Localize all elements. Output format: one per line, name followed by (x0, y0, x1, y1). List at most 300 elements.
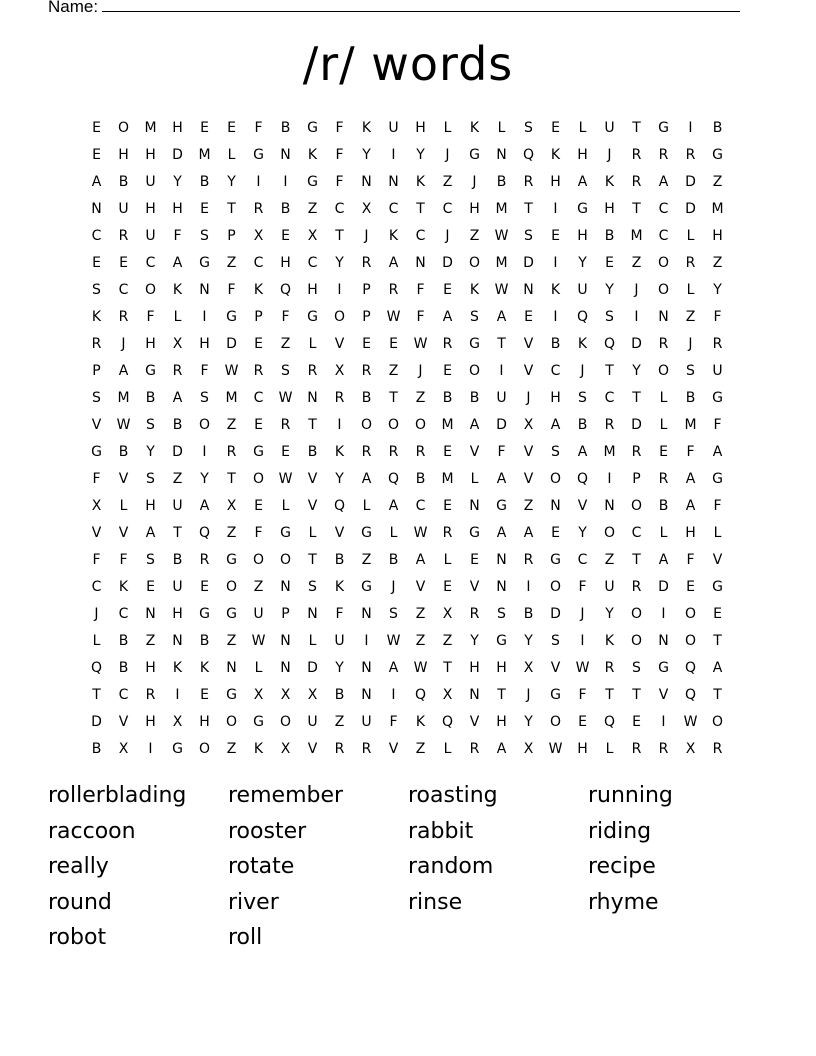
word-list-item: rollerblading (48, 783, 187, 808)
grid-letter: C (442, 200, 453, 217)
grid-letter: Q (603, 335, 616, 352)
grid-letter: S (605, 308, 614, 325)
grid-letter: W (386, 308, 401, 325)
grid-letter: A (172, 389, 183, 406)
grid-letter: S (200, 227, 209, 244)
word-list-item: running (588, 783, 673, 808)
grid-letter: S (281, 362, 290, 379)
grid-letter: T (497, 686, 506, 703)
grid-letter: K (118, 578, 129, 595)
name-blank-line (102, 0, 740, 12)
grid-letter: B (658, 497, 669, 514)
grid-letter: N (550, 497, 561, 514)
grid-letter: R (658, 470, 669, 487)
grid-letter: G (307, 308, 318, 325)
grid-letter: T (92, 686, 101, 703)
grid-letter: J (526, 686, 531, 703)
grid-letter: T (524, 200, 533, 217)
grid-letter: R (307, 362, 318, 379)
grid-letter: K (415, 713, 426, 730)
grid-letter: Q (684, 659, 697, 676)
grid-letter: R (199, 551, 210, 568)
grid-letter: H (469, 200, 480, 217)
grid-letter: I (499, 362, 504, 379)
grid-letter: X (523, 659, 534, 676)
grid-letter: F (578, 578, 587, 595)
grid-letter: X (118, 740, 129, 757)
grid-letter: K (172, 281, 183, 298)
grid-letter: R (118, 227, 129, 244)
grid-letter: E (254, 416, 263, 433)
grid-letter: H (280, 254, 291, 271)
grid-letter: O (198, 740, 211, 757)
grid-letter: C (91, 227, 102, 244)
grid-letter: G (199, 605, 210, 622)
grid-letter: K (334, 578, 345, 595)
grid-letter: Z (415, 632, 426, 649)
grid-letter: E (227, 119, 236, 136)
grid-letter: B (685, 389, 696, 406)
grid-letter: O (225, 578, 238, 595)
grid-letter: T (497, 335, 506, 352)
grid-letter: A (469, 416, 480, 433)
grid-letter: O (117, 119, 130, 136)
grid-letter: O (657, 281, 670, 298)
grid-letter: O (225, 713, 238, 730)
word-list-item: river (228, 889, 279, 915)
grid-letter: G (577, 200, 588, 217)
grid-letter: M (684, 416, 697, 433)
grid-letter: N (496, 578, 507, 595)
grid-letter: H (145, 497, 156, 514)
grid-letter: A (496, 740, 507, 757)
grid-letter: I (148, 740, 153, 757)
grid-letter: M (630, 227, 643, 244)
grid-letter: T (173, 524, 182, 541)
grid-letter: G (280, 524, 291, 541)
grid-letter: A (496, 470, 507, 487)
grid-letter: H (118, 146, 129, 163)
grid-letter: G (712, 470, 723, 487)
grid-letter: G (361, 524, 372, 541)
grid-letter: V (523, 443, 534, 460)
letter-grid (83, 114, 731, 762)
grid-letter: E (200, 119, 209, 136)
grid-letter: F (578, 686, 587, 703)
grid-letter: F (416, 308, 425, 325)
grid-letter: O (468, 362, 481, 379)
grid-letter: F (281, 308, 290, 325)
grid-letter: X (280, 740, 291, 757)
grid-letter: X (523, 740, 534, 757)
grid-letter: R (145, 686, 156, 703)
grid-letter: A (91, 173, 102, 190)
grid-letter: Q (333, 497, 346, 514)
grid-letter: T (605, 362, 614, 379)
grid-letter: R (604, 416, 615, 433)
grid-letter: S (92, 389, 101, 406)
grid-letter: X (307, 227, 318, 244)
grid-letter: W (548, 740, 563, 757)
grid-letter: N (658, 632, 669, 649)
grid-letter: L (443, 119, 452, 136)
grid-letter: L (578, 119, 587, 136)
grid-letter: G (496, 497, 507, 514)
grid-letter: S (578, 389, 587, 406)
grid-letter: E (254, 335, 263, 352)
grid-letter: R (631, 740, 642, 757)
grid-letter: Z (226, 632, 237, 649)
grid-letter: P (92, 362, 101, 379)
grid-letter: F (254, 119, 263, 136)
grid-letter: W (278, 389, 293, 406)
grid-letter: E (632, 713, 641, 730)
grid-letter: R (658, 335, 669, 352)
grid-letter: R (253, 200, 264, 217)
grid-letter: H (496, 659, 507, 676)
grid-letter: Y (173, 173, 182, 190)
grid-letter: R (712, 740, 723, 757)
grid-letter: W (278, 470, 293, 487)
grid-letter: Y (605, 605, 614, 622)
grid-letter: L (227, 146, 236, 163)
grid-letter: B (307, 443, 318, 460)
grid-letter: E (92, 119, 101, 136)
grid-letter: Z (334, 713, 345, 730)
grid-letter: P (362, 281, 371, 298)
grid-letter: Q (576, 308, 589, 325)
grid-letter: H (145, 659, 156, 676)
grid-letter: G (550, 551, 561, 568)
grid-letter: F (686, 443, 695, 460)
grid-letter: B (550, 335, 561, 352)
grid-letter: L (308, 524, 317, 541)
grid-letter: O (549, 470, 562, 487)
grid-letter: B (577, 416, 588, 433)
grid-letter: E (443, 578, 452, 595)
grid-letter: I (391, 686, 396, 703)
grid-letter: B (334, 551, 345, 568)
grid-letter: J (607, 146, 612, 163)
grid-letter: N (496, 146, 507, 163)
grid-letter: N (172, 632, 183, 649)
grid-letter: X (253, 227, 264, 244)
grid-letter: Y (605, 281, 614, 298)
grid-letter: U (145, 227, 156, 244)
grid-letter: G (307, 119, 318, 136)
grid-letter: E (92, 254, 101, 271)
grid-letter: U (496, 389, 507, 406)
grid-letter: D (658, 578, 669, 595)
grid-letter: E (551, 227, 560, 244)
grid-letter: O (279, 551, 292, 568)
grid-letter: J (472, 173, 477, 190)
grid-letter: N (307, 605, 318, 622)
grid-letter: O (711, 713, 724, 730)
grid-letter: V (334, 335, 345, 352)
grid-letter: T (389, 389, 398, 406)
grid-letter: S (686, 362, 695, 379)
grid-letter: F (713, 416, 722, 433)
grid-letter: M (711, 200, 724, 217)
grid-letter: I (283, 173, 288, 190)
word-list-item: roll (228, 925, 263, 950)
grid-letter: V (469, 713, 480, 730)
grid-letter: G (145, 362, 156, 379)
grid-letter: H (577, 740, 588, 757)
grid-letter: A (388, 254, 399, 271)
word-list-item: really (48, 854, 109, 879)
grid-letter: N (523, 281, 534, 298)
grid-letter: C (658, 227, 669, 244)
grid-letter: N (145, 605, 156, 622)
grid-letter: E (200, 200, 209, 217)
grid-letter: G (91, 443, 102, 460)
grid-letter: U (172, 497, 183, 514)
grid-letter: O (630, 605, 643, 622)
grid-letter: E (443, 362, 452, 379)
grid-letter: B (415, 470, 426, 487)
grid-letter: R (388, 443, 399, 460)
grid-letter: T (632, 389, 641, 406)
grid-letter: V (712, 551, 723, 568)
grid-letter: B (523, 605, 534, 622)
grid-letter: O (630, 632, 643, 649)
grid-letter: R (631, 578, 642, 595)
grid-letter: X (523, 416, 534, 433)
grid-letter: M (603, 443, 616, 460)
grid-letter: S (551, 443, 560, 460)
grid-letter: U (712, 362, 723, 379)
grid-letter: Q (387, 470, 400, 487)
grid-letter: R (226, 443, 237, 460)
grid-letter: K (361, 119, 372, 136)
grid-letter: U (361, 713, 372, 730)
grid-letter: D (307, 659, 318, 676)
grid-letter: A (172, 254, 183, 271)
grid-letter: I (256, 173, 261, 190)
grid-letter: G (307, 173, 318, 190)
grid-letter: V (550, 659, 561, 676)
grid-letter: O (333, 308, 346, 325)
grid-letter: O (360, 416, 373, 433)
grid-letter: V (307, 740, 318, 757)
grid-letter: L (659, 416, 668, 433)
grid-letter: E (524, 308, 533, 325)
grid-letter: R (118, 308, 129, 325)
grid-letter: B (469, 389, 480, 406)
grid-letter: T (632, 119, 641, 136)
grid-letter: E (443, 443, 452, 460)
grid-letter: W (575, 659, 590, 676)
grid-letter: W (413, 659, 428, 676)
word-list-item: roasting (408, 783, 498, 808)
grid-letter: K (172, 659, 183, 676)
grid-letter: P (632, 470, 641, 487)
grid-letter: R (442, 335, 453, 352)
grid-letter: K (307, 146, 318, 163)
grid-letter: R (361, 443, 372, 460)
grid-letter: Y (200, 470, 209, 487)
grid-letter: V (469, 578, 480, 595)
grid-letter: F (92, 470, 101, 487)
grid-letter: C (631, 524, 642, 541)
grid-letter: B (199, 632, 210, 649)
grid-letter: U (307, 713, 318, 730)
grid-letter: J (634, 281, 639, 298)
grid-letter: K (550, 146, 561, 163)
grid-letter: V (523, 470, 534, 487)
grid-letter: X (172, 335, 183, 352)
grid-letter: X (226, 497, 237, 514)
grid-letter: E (119, 254, 128, 271)
grid-letter: R (361, 362, 372, 379)
grid-letter: H (496, 713, 507, 730)
grid-letter: D (172, 443, 183, 460)
grid-letter: J (445, 227, 450, 244)
grid-letter: Y (632, 362, 641, 379)
grid-letter: G (712, 146, 723, 163)
grid-letter: T (632, 686, 641, 703)
grid-letter: Y (227, 173, 236, 190)
grid-letter: I (661, 605, 666, 622)
grid-letter: O (144, 281, 157, 298)
grid-letter: T (308, 416, 317, 433)
grid-letter: Z (253, 578, 264, 595)
grid-letter: O (252, 551, 265, 568)
grid-letter: G (172, 740, 183, 757)
grid-letter: T (713, 632, 722, 649)
grid-letter: E (200, 686, 209, 703)
grid-letter: Z (226, 740, 237, 757)
grid-letter: U (604, 119, 615, 136)
grid-letter: O (414, 416, 427, 433)
grid-letter: Z (172, 470, 183, 487)
grid-letter: C (145, 254, 156, 271)
grid-letter: K (253, 740, 264, 757)
grid-letter: N (604, 497, 615, 514)
word-list-item: rabbit (408, 818, 474, 844)
grid-letter: C (658, 200, 669, 217)
grid-letter: U (172, 578, 183, 595)
grid-letter: Y (416, 146, 425, 163)
grid-letter: J (391, 578, 396, 595)
word-list-item: rhyme (588, 889, 659, 915)
grid-letter: R (91, 335, 102, 352)
grid-letter: B (145, 389, 156, 406)
grid-letter: R (658, 146, 669, 163)
grid-letter: L (659, 524, 668, 541)
grid-letter: F (335, 119, 344, 136)
grid-letter: S (308, 578, 317, 595)
grid-letter: Y (335, 470, 344, 487)
grid-letter: Z (685, 308, 696, 325)
grid-letter: M (198, 146, 211, 163)
grid-letter: M (441, 416, 454, 433)
grid-letter: K (604, 632, 615, 649)
grid-letter: N (658, 308, 669, 325)
grid-letter: C (604, 389, 615, 406)
grid-letter: Q (414, 686, 427, 703)
grid-letter: U (253, 605, 264, 622)
grid-letter: Z (226, 416, 237, 433)
grid-letter: W (683, 713, 698, 730)
grid-letter: C (415, 497, 426, 514)
grid-letter: C (577, 551, 588, 568)
grid-letter: G (226, 605, 237, 622)
grid-letter: G (226, 686, 237, 703)
grid-letter: O (387, 416, 400, 433)
grid-letter: V (334, 524, 345, 541)
grid-letter: E (659, 443, 668, 460)
grid-letter: L (659, 389, 668, 406)
grid-letter: V (523, 335, 534, 352)
grid-letter: I (202, 443, 207, 460)
name-field (48, 0, 740, 17)
word-list-item: round (48, 889, 112, 915)
grid-letter: G (199, 254, 210, 271)
grid-letter: C (118, 686, 129, 703)
grid-letter: B (172, 416, 183, 433)
grid-letter: D (91, 713, 102, 730)
grid-letter: A (577, 173, 588, 190)
grid-letter: R (658, 740, 669, 757)
grid-letter: R (253, 362, 264, 379)
grid-letter: Q (576, 470, 589, 487)
grid-letter: K (550, 281, 561, 298)
grid-letter: J (445, 146, 450, 163)
grid-letter: S (632, 659, 641, 676)
grid-letter: U (577, 281, 588, 298)
grid-letter: F (335, 173, 344, 190)
grid-letter: J (364, 227, 369, 244)
grid-letter: N (469, 497, 480, 514)
grid-letter: E (578, 713, 587, 730)
word-list-item: riding (588, 818, 652, 844)
grid-letter: D (226, 335, 237, 352)
grid-letter: Y (524, 713, 533, 730)
grid-letter: D (685, 173, 696, 190)
grid-letter: X (172, 713, 183, 730)
grid-letter: R (361, 254, 372, 271)
grid-letter: O (468, 254, 481, 271)
grid-letter: R (631, 173, 642, 190)
grid-letter: O (198, 416, 211, 433)
grid-letter: G (658, 119, 669, 136)
name-label: Name: (48, 0, 99, 16)
grid-letter: K (469, 119, 480, 136)
grid-letter: O (657, 254, 670, 271)
grid-letter: J (580, 362, 585, 379)
grid-letter: M (495, 254, 508, 271)
grid-letter: Q (441, 713, 454, 730)
grid-letter: Y (335, 254, 344, 271)
grid-letter: B (280, 200, 291, 217)
grid-letter: Z (604, 551, 615, 568)
grid-letter: Z (307, 200, 318, 217)
grid-letter: J (526, 389, 531, 406)
grid-letter: A (523, 524, 534, 541)
grid-letter: F (119, 551, 128, 568)
grid-letter: G (226, 551, 237, 568)
grid-letter: Q (90, 659, 103, 676)
grid-letter: L (173, 308, 182, 325)
grid-letter: A (712, 659, 723, 676)
grid-letter: B (334, 686, 345, 703)
grid-letter: C (307, 254, 318, 271)
grid-letter: B (442, 389, 453, 406)
grid-letter: W (116, 416, 131, 433)
